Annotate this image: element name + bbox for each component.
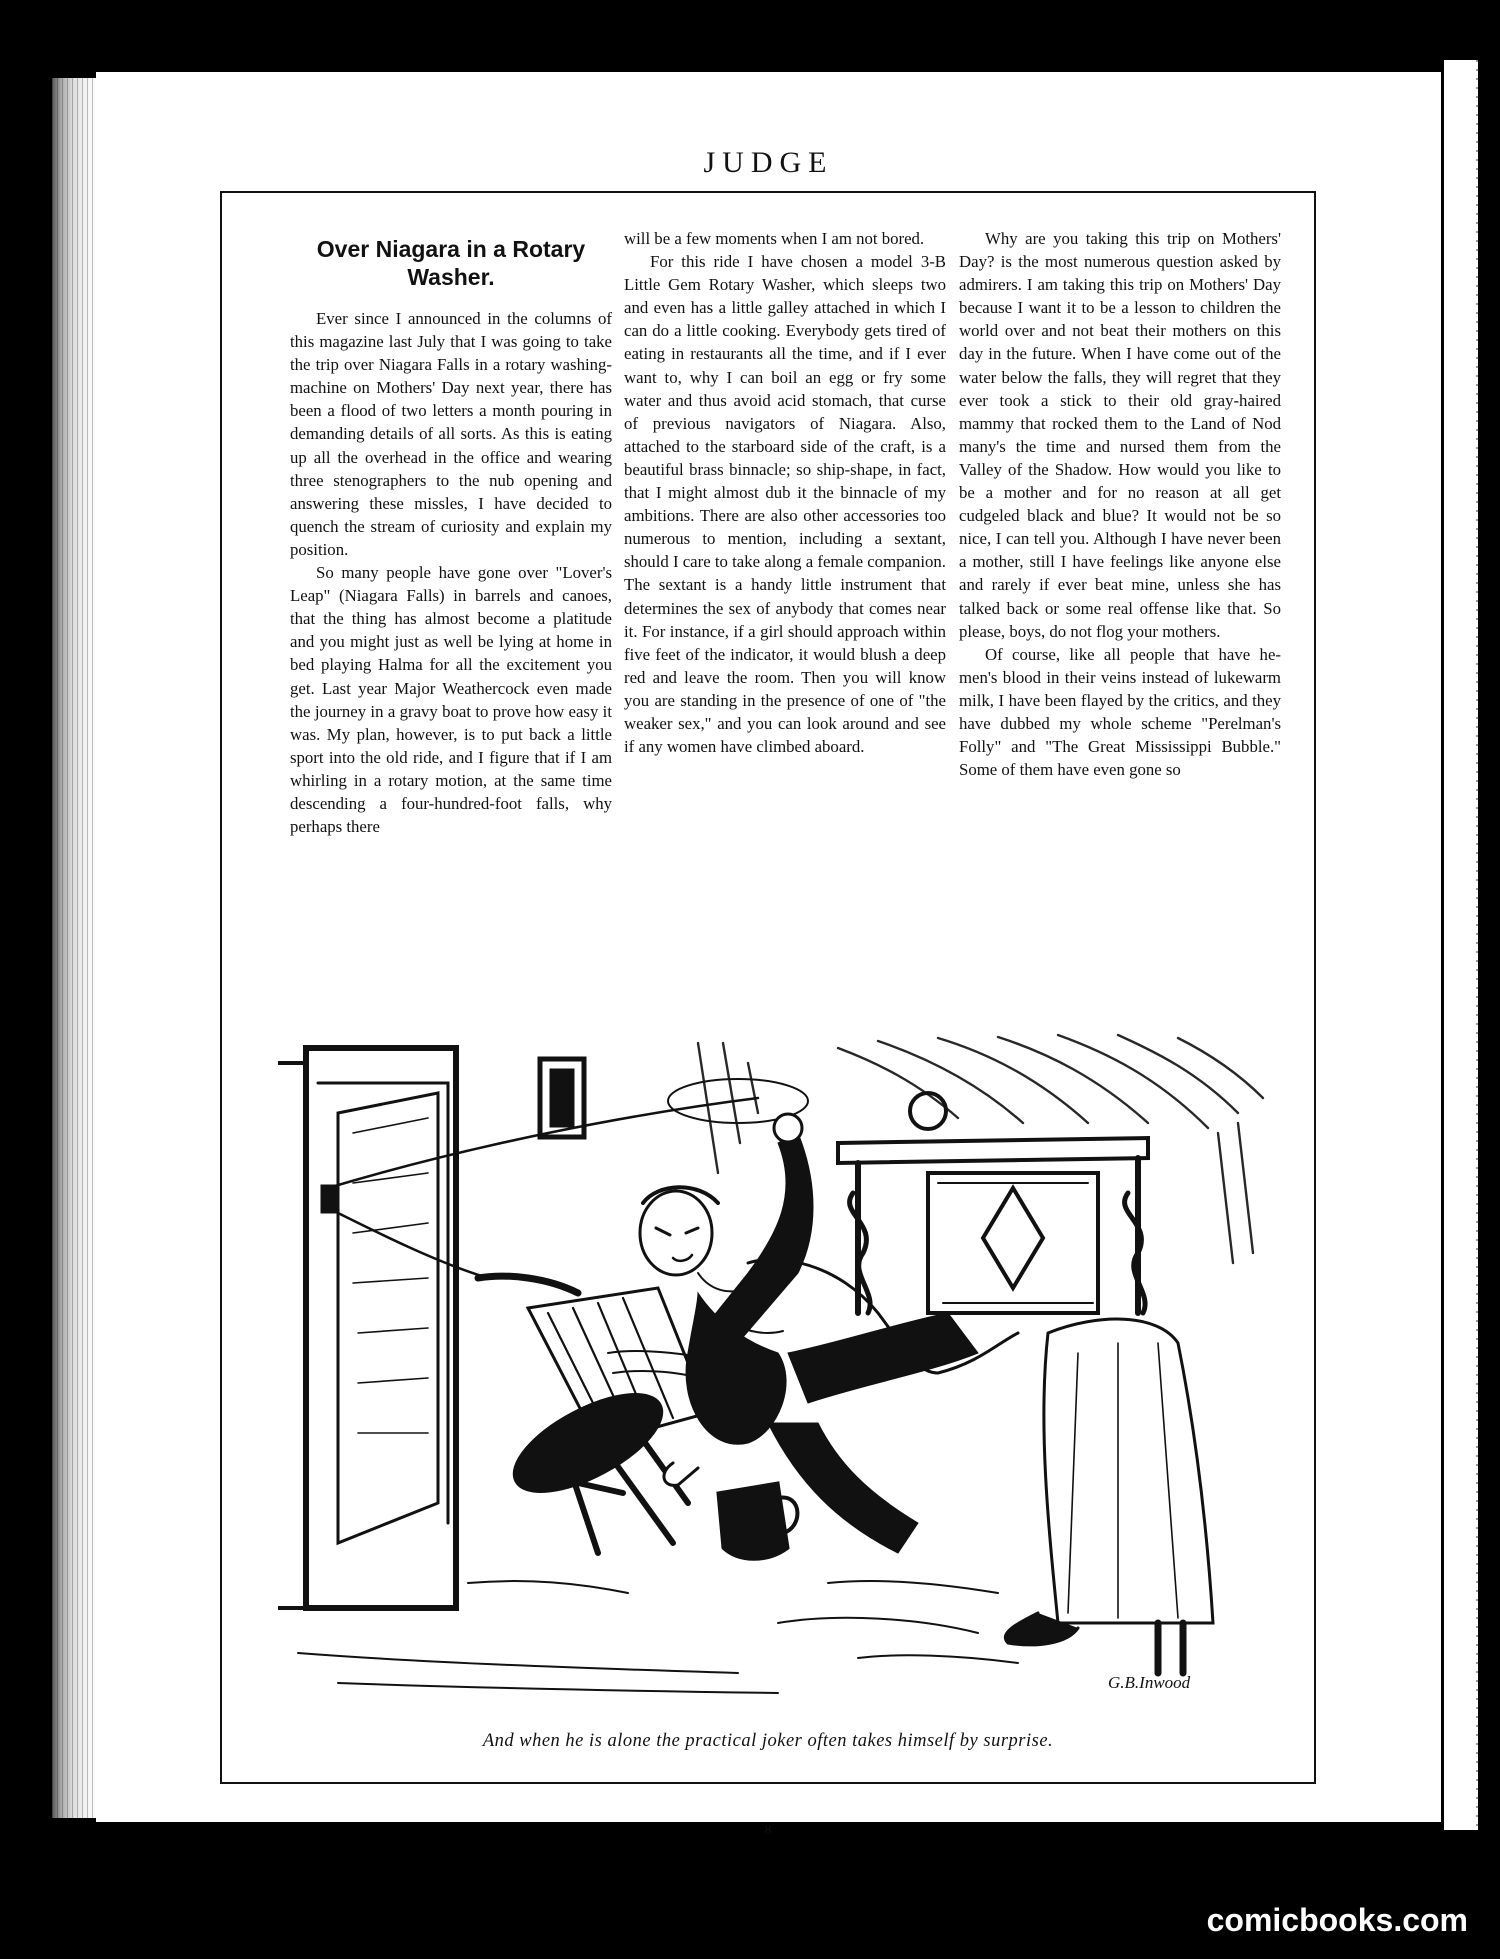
facing-page-edge (1441, 60, 1478, 1830)
paragraph: Ever since I announced in the columns of this magazine last July that I was going to take the trip over Niagara Falls in a rotary washing-machine on Mothers' Day next year, there has been a flood of two letters a month pouring in demanding details of all sorts. As this is eating up all the overhead in the office and wearing three stenographers to the nub opening and answering these missles, I have decided to quench the stream of curiosity and explain my position. (290, 309, 612, 559)
source-watermark: comicbooks.com (1206, 1902, 1468, 1938)
column-3 (959, 227, 1281, 781)
cartoon-illustration (278, 1023, 1278, 1715)
artist-signature: G.B.Inwood (1108, 1673, 1191, 1692)
masthead: JUDGE (703, 146, 834, 179)
article-title: Over Niagara in a Rotary Washer. (316, 236, 586, 290)
paragraph: Of course, like all people that have he-men's blood in their veins instead of lukewarm milk, I have been flayed by the critics, and they have dubbed my whole scheme "Perelman's Folly" and "The Great Mississippi Bubble." Some of them have even gone so (959, 644, 1281, 780)
paragraph: For this ride I have chosen a model 3-B Little Gem Rotary Washer, which sleeps two and even has a little galley attached in which I can do a little cooking. Everybody gets tired of eating in restaurants all the time, and if I ever want to, why I can boil an egg or fry some water and thus avoid acid stomach, that curse of previous navigators of Niagara. Also, attached to the starboard side of the craft, is a beautiful brass binnacle; so ship-shape, in fact, that I might almost dub it the binnacle of my ambitions. There are also other accessories too numerous to mention, including a sextant, should I care to take along a female companion. The sextant is a handy little instrument that determines the sex of anybody that comes near it. For instance, if a girl should approach within five feet of the indicator, it would blush a deep red and leave the room. Then you will know you are standing in the presence of one of "the weaker sex," and you can look around and see if any women have climbed aboard. (624, 252, 946, 757)
paragraph: will be a few moments when I am not bored. (624, 229, 925, 248)
column-1 (290, 227, 612, 838)
paragraph: Why are you taking this trip on Mothers' Day? is the most numerous question asked by admirers. I am taking this trip on Mothers' Day because I want it to be a lesson to children the world over and not beat their mothers on this day in the future. When I have come out of the water below the falls, they will regret that they ever took a stick to their old gray-haired mammy that rocked them to the Land of Nod many's the time and nursed them from the Valley of the Shadow. How would you like to be a mother and for no reason at all get cudgeled black and blue? It would not be so nice, I can tell you. Although I have never been a mother, still I have feelings like anyone else and rarely if ever beat mine, unless she has talked back or some real offense like that. So please, boys, do not flog your mothers. (959, 229, 1281, 641)
paragraph: So many people have gone over "Lover's Leap" (Niagara Falls) in barrels and canoes, that the thing has almost become a platitude and you might just as well be lying at home in bed playing Halma for all the excitement you get. Last year Major Weathercock even made the journey in a gravy boat to prove how easy it was. My plan, however, is to put back a little sport into the old ride, and I figure that if I am whirling in a rotary motion, at the same time descending a four-hundred-foot falls, why perhaps there (290, 563, 612, 837)
book-binding (52, 78, 98, 1818)
illustration-caption: And when he is alone the practical joker often takes himself by surprise. (482, 1731, 1054, 1751)
column-2 (624, 227, 946, 758)
article-frame (220, 191, 1316, 1838)
magazine-page (96, 72, 1441, 1838)
page-number: 8 (764, 1823, 772, 1838)
